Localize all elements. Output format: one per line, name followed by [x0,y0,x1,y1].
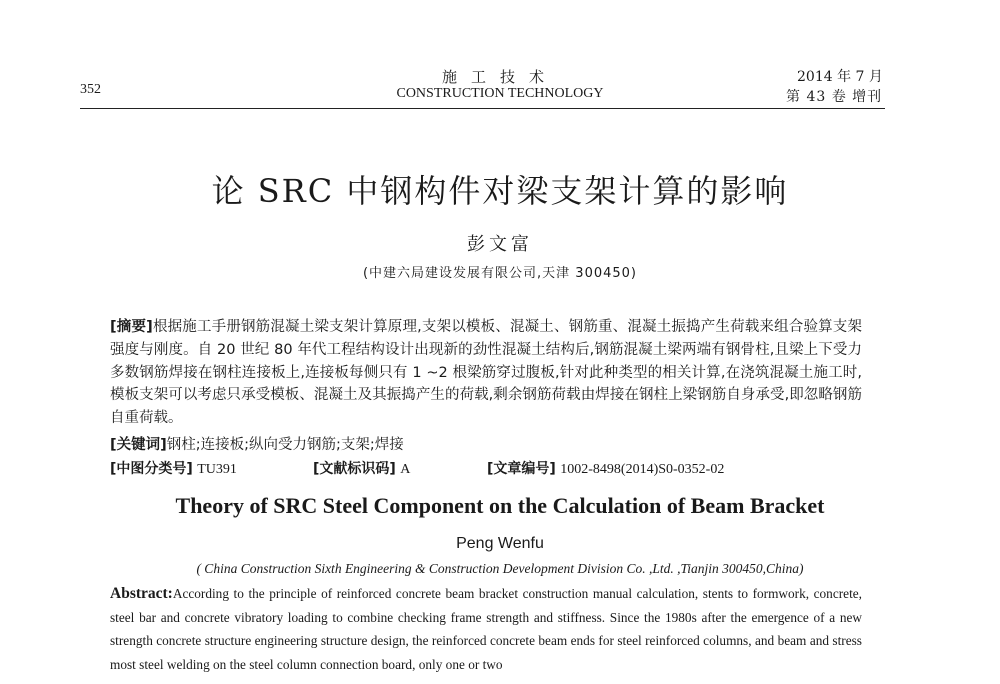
article-no-label: [文章编号] [487,461,556,477]
clc-value: TU391 [197,462,237,477]
issue-volume: 第 43 卷 增刊 [786,89,883,105]
affiliation-en: ( China Construction Sixth Engineering & Construction Development Division Co. ,Ltd. ,Tianjin 300450,China) [196,561,804,576]
clc-number [110,458,237,478]
journal-name-en: CONSTRUCTION TECHNOLOGY [396,86,604,101]
doc-code-value: A [400,462,411,477]
abstract-cn [110,316,862,430]
author-cn: 彭文富 [467,234,533,255]
article-no-value: 1002-8498(2014)S0-0352-02 [560,462,725,477]
abstract-cn-label: [摘要] [110,319,153,335]
paper-title-cn: 论 SRC 中钢构件对梁支架计算的影响 [211,172,789,210]
article-number [487,458,724,478]
doc-code [313,458,410,478]
keywords-cn [110,433,404,454]
issue-date: 2014 年 7 月 [797,69,883,85]
author-en: Peng Wenfu [456,535,544,552]
doc-code-label: [文献标识码] [313,461,396,477]
page-number: 352 [80,82,101,97]
paper-title-en: Theory of SRC Steel Component on the Calculation of Beam Bracket [175,493,825,518]
abstract-en [110,582,862,676]
header-divider [80,108,885,109]
journal-name-cn: 施工技术 [441,68,558,86]
clc-label: [中图分类号] [110,461,193,477]
abstract-cn-text: 根据施工手册钢筋混凝土梁支架计算原理,支架以模板、混凝土、钢筋重、混凝土振捣产生荷载来组合验算支架强度与刚度。自 20 世纪 80 年代工程结构设计出现新的劲性混凝土结构后,钢筋混凝土梁两端有钢骨柱,且梁上下受力多数钢筋焊接在钢柱连接板上,连接板每侧只有 1 ~2 根梁筋穿过腹板,针对此种类型的相关计算,在浇筑混凝土施工时,模板支架可以考虑只承受模板、混凝土及其振捣产生的荷载,剩余钢筋荷载由焊接在钢柱上梁钢筋自身承受,即忽略钢筋自重荷载。 [110,319,862,427]
keywords-text: 钢柱;连接板;纵向受力钢筋;支架;焊接 [166,437,404,453]
affiliation-cn: (中建六局建设发展有限公司,天津 300450) [362,266,638,281]
abstract-en-text: According to the principle of reinforced concrete beam bracket construction manual calculation, stents to formwork, concrete, steel bar and concrete vibratory loading to combine checking frame strength and stiffness. Since the 1980s after the emergence of a new strength concrete structure engineering structure design, the reinforced concrete beam ends for steel reinforced columns, and beam and stress most steel welding on the steel column connection board, only one or two [110,586,862,672]
abstract-en-label: Abstract: [110,585,173,602]
keywords-label: [关键词] [110,437,167,453]
